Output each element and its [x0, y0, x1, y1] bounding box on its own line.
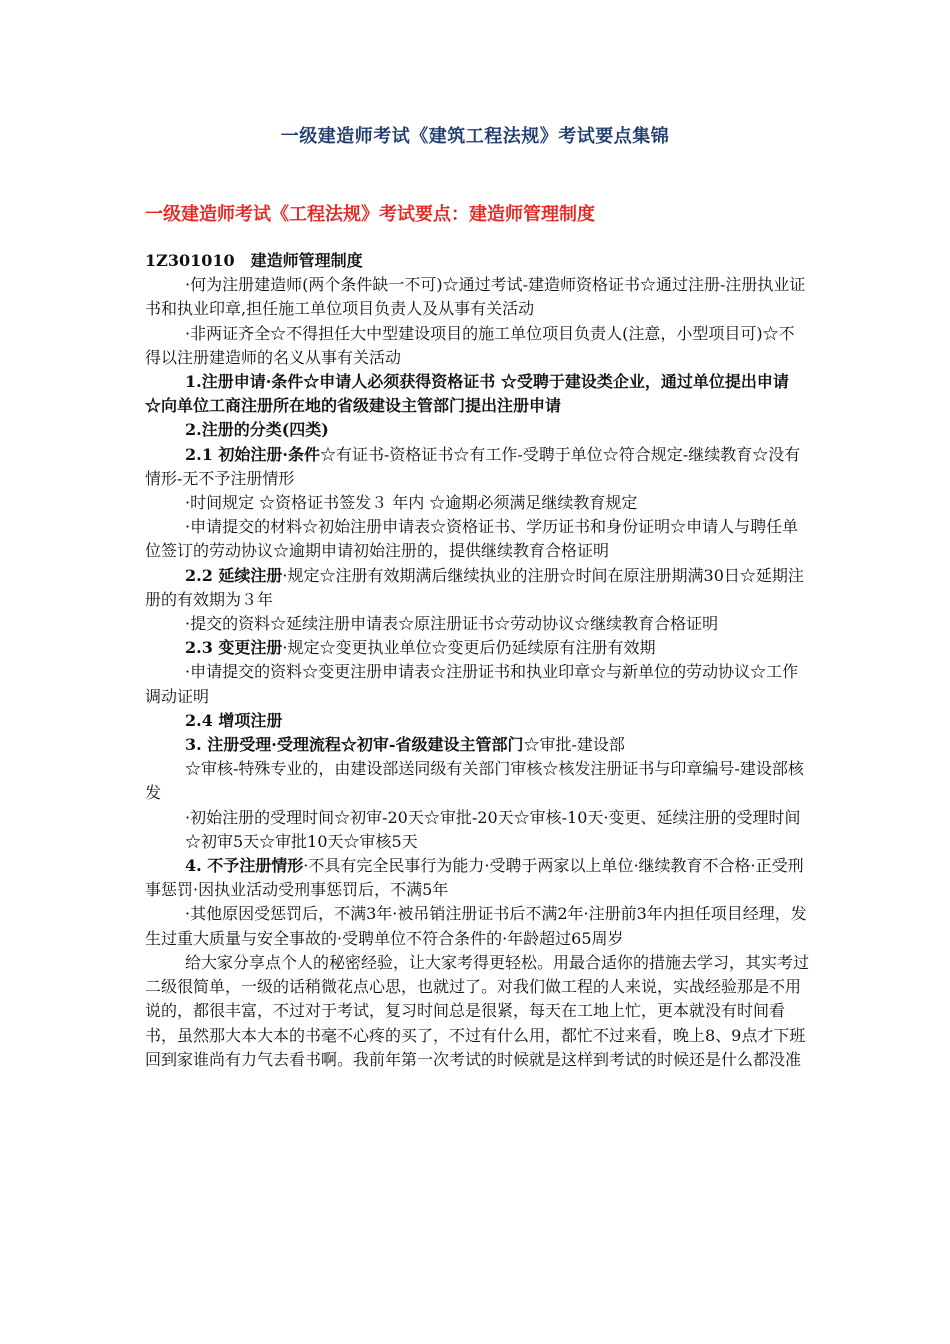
paragraph: ·何为注册建造师(两个条件缺一不可)☆通过考试-建造师资格证书☆通过注册-注册执业证书和执业印章,担任施工单位项目负责人及从事有关活动 [145, 275, 806, 319]
paragraph: ·其他原因受惩罚后，不满3年·被吊销注册证书后不满2年·注册前3年内担任项目经理，发生过重大质量与安全事故的·受聘单位不符合条件的·年龄超过65周岁 [145, 904, 807, 948]
paragraph: ☆初审5天☆审批10天☆审核5天 [185, 831, 418, 851]
paragraph [145, 443, 810, 491]
inline-bold: 3. 注册受理·受理流程☆初审-省级建设主管部门 [185, 735, 524, 755]
inline-text: ☆审批-建设部 [523, 735, 625, 755]
paragraph: ·提交的资料☆延续注册申请表☆原注册证书☆劳动协议☆继续教育合格证明 [185, 614, 719, 634]
paragraph: ☆审核-特殊专业的，由建设部送同级有关部门审核☆核发注册证书与印章编号-建设部核发 [145, 759, 804, 803]
paragraph-bold: 2.注册的分类(四类) [185, 420, 329, 440]
paragraph [145, 854, 810, 902]
paragraph: ·申请提交的资料☆变更注册申请表☆注册证书和执业印章☆与新单位的劳动协议☆工作调动证明 [145, 662, 799, 706]
inline-bold: 2.2 延续注册 [185, 565, 283, 585]
paragraph-bold: 2.4 增项注册 [185, 710, 283, 730]
paragraph: 给大家分享点个人的秘密经验，让大家考得更轻松。用最合适你的措施去学习，其实考过二级很简单，一级的话稍微花点心思，也就过了。对我们做工程的人来说，实战经验那是不用说的，都很丰富，不过对于考试，复习时间总是很紧，每天在工地上忙，更本就没有时间看书，虽然那大本大本的书毫不心疼的买了，不过有什么用，都忙不过来看，晚上8、9点才下班回到家谁尚有力气去看书啊。我前年第一次考试的时候就是这样到考试的时候还是什么都没准 [145, 952, 810, 1069]
paragraph: ·申请提交的材料☆初始注册申请表☆资格证书、学历证书和身份证明☆申请人与聘任单位签订的劳动协议☆逾期申请初始注册的，提供继续教育合格证明 [145, 517, 799, 561]
paragraph: ·非两证齐全☆不得担任大中型建设项目的施工单位项目负责人(注意，小型项目可)☆不得以注册建造师的名义从事有关活动 [145, 323, 795, 367]
inline-text: ☆有证书-资格证书☆有工作-受聘于单位☆符合规定-继续教育☆没有情形-无不予注册情形 [145, 444, 801, 488]
section-code-heading: 1Z301010 建造师管理制度 [145, 251, 363, 270]
paragraph: ·初始注册的受理时间☆初审-20天☆审批-20天☆审核-10天·变更、延续注册的受理时间 [185, 807, 801, 827]
inline-text: ·不具有完全民事行为能力·受聘于两家以上单位·继续教育不合格·正受刑事惩罚·因执业活动受刑事惩罚后，不满5年 [145, 856, 804, 900]
document-title: 一级建造师考试《建筑工程法规》考试要点集锦 [280, 126, 670, 147]
paragraph [145, 564, 810, 612]
document-body [145, 249, 810, 1072]
inline-bold: 2.3 变更注册 [185, 638, 283, 658]
paragraph: ·时间规定 ☆资格证书签发３ 年内 ☆逾期必须满足继续教育规定 [185, 493, 638, 513]
inline-bold: 2.1 初始注册·条件 [185, 444, 320, 464]
inline-bold: 4. 不予注册情形 [185, 856, 304, 876]
paragraph [145, 636, 810, 660]
section-heading: 一级建造师考试《工程法规》考试要点：建造师管理制度 [145, 204, 595, 225]
inline-text: ·规定☆变更执业单位☆变更后仍延续原有注册有效期 [282, 638, 656, 658]
inline-text: ·规定☆注册有效期满后继续执业的注册☆时间在原注册期满30日☆延期注册的有效期为３年 [145, 565, 804, 609]
paragraph-bold: 1.注册申请·条件☆申请人必须获得资格证书 ☆受聘于建设类企业，通过单位提出申请 ☆向单位工商注册所在地的省级建设主管部门提出注册申请 [145, 372, 789, 416]
paragraph [145, 733, 810, 757]
